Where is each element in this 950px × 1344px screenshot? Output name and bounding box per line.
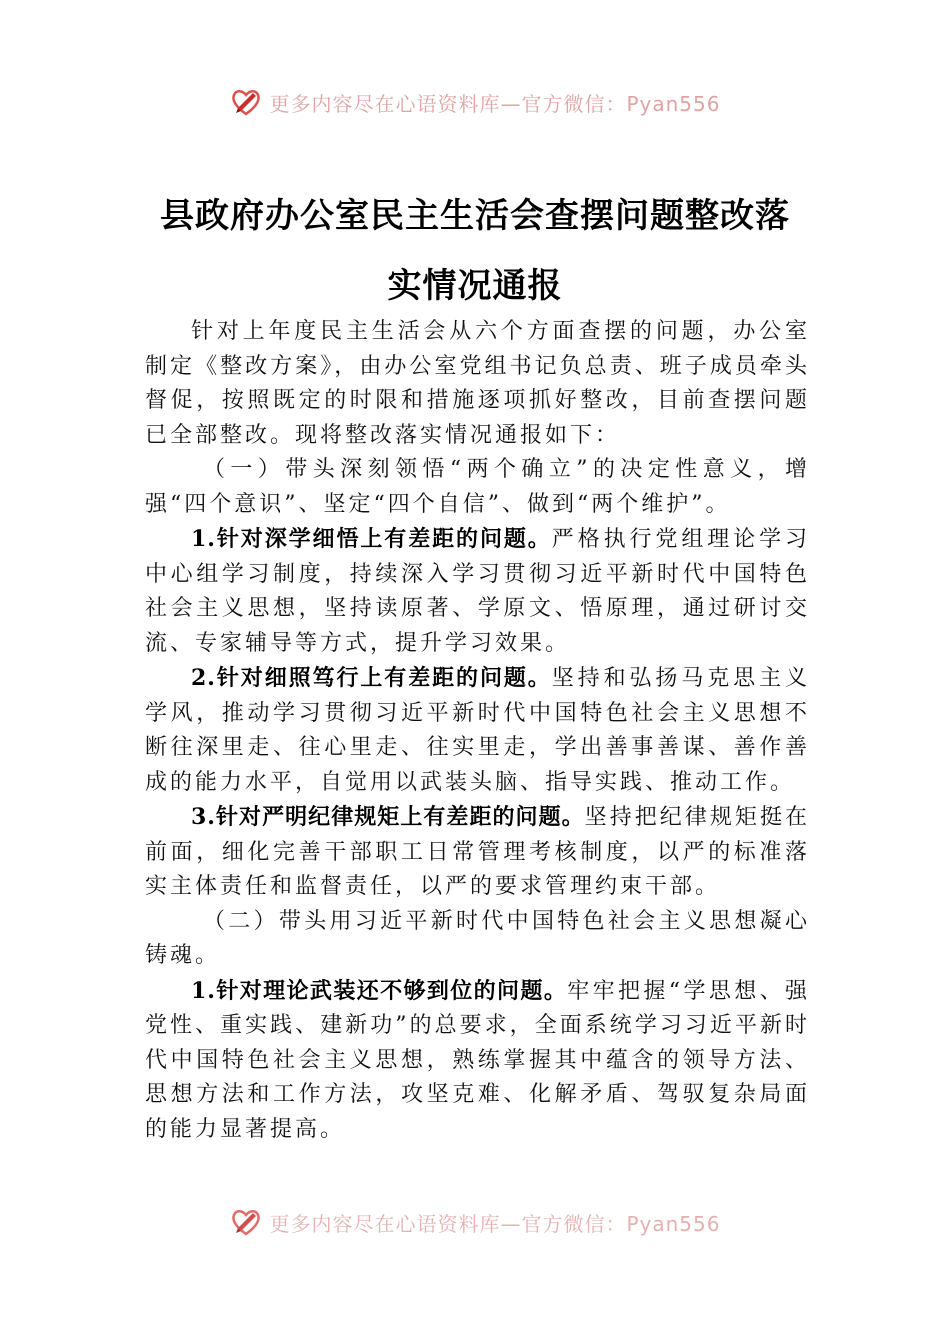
document-title-line-1: 县政府办公室民主生活会查摆问题整改落 [160,196,790,236]
watermark-footer [0,1200,950,1244]
paragraph-text: 坚持和弘扬马克思主义学风，推动学习贯彻习近平新时代中国特色社会主义思想不断往深里走、往心里走、往实里走，学出善事善谋、善作善成的能力水平，自觉用以武装头脑、指导实践、推动工作。 [145,666,810,795]
section-heading-text: （一）带头深刻领悟“两个确立”的决定性意义，增强“四个意识”、坚定“四个自信”、做到“两个维护”。 [145,457,810,517]
item-lead: 1.针对深学细悟上有差距的问题。 [191,526,552,552]
watermark-text: 更多内容尽在心语资料库—官方微信：Pyan556 [269,91,721,116]
paragraph-text: 坚持把纪律规矩挺在前面，细化完善干部职工日常管理考核制度，以严的标准落实主体责任和监督责任，以严的要求管理约束干部。 [145,805,810,899]
watermark-header [0,80,950,124]
section-heading-2 [145,905,810,974]
heart-pen-logo-icon [229,85,263,119]
heart-pen-logo-icon [229,1205,263,1239]
paragraph-text: 牢牢把握“学思想、强党性、重实践、建新功”的总要求，全面系统学习习近平新时代中国特色社会主义思想，熟练掌握其中蕴含的领导方法、思想方法和工作方法，攻坚克难、化解矛盾、驾驭复杂局面的能力显著提高。 [145,978,811,1142]
section-heading-1 [145,453,810,522]
document-title-line-2: 实情况通报 [387,266,563,306]
item-lead: 2.针对细照笃行上有差距的问题。 [191,665,552,691]
list-item [145,522,810,661]
list-item [145,661,810,800]
intro-paragraph [145,315,810,453]
document-body [145,315,810,1147]
list-item [145,800,810,905]
paragraph-text: 针对上年度民主生活会从六个方面查摆的问题，办公室制定《整改方案》，由办公室党组书记负总责、班子成员牵头督促，按照既定的时限和措施逐项抓好整改，目前查摆问题已全部整改。现将整改落实情况通报如下： [145,319,810,448]
paragraph-text: 严格执行党组理论学习中心组学习制度，持续深入学习贯彻习近平新时代中国特色社会主义思想，坚持读原著、学原文、悟原理，通过研讨交流、专家辅导等方式，提升学习效果。 [145,527,810,656]
section-heading-text: （二）带头用习近平新时代中国特色社会主义思想凝心铸魂。 [145,908,810,968]
watermark-text: 更多内容尽在心语资料库—官方微信：Pyan556 [269,1211,721,1236]
item-lead: 1.针对理论武装还不够到位的问题。 [191,977,568,1004]
list-item [145,974,810,1148]
item-lead: 3.针对严明纪律规矩上有差距的问题。 [191,804,585,830]
